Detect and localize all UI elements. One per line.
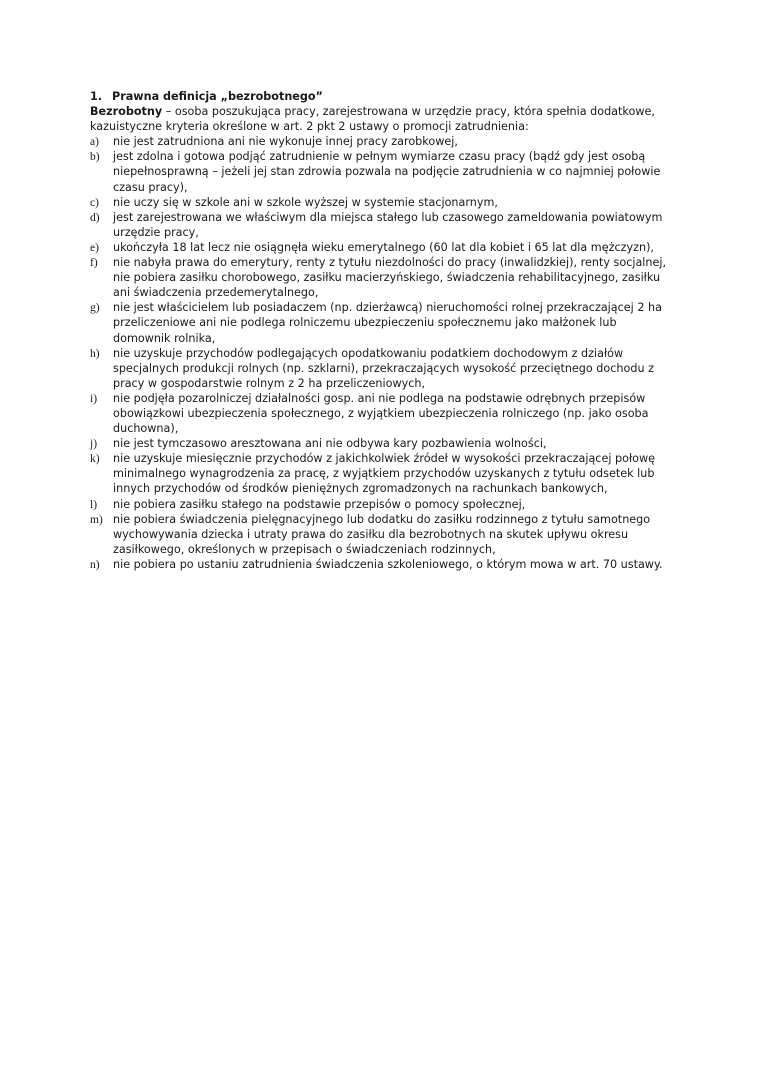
section-number: 1. (90, 90, 103, 103)
criterion-item (90, 255, 670, 300)
criterion-text: nie pobiera świadczenia pielęgnacyjnego lub dodatku do zasiłku rodzinnego z tytułu samotnego wychowywania dziecka i utraty prawa do zasiłku dla bezrobotnych na skutek upływu okresu zasiłkowego, określonych w przepisach o świadczeniach rodzinnych, (113, 512, 651, 556)
criterion-item (90, 512, 670, 557)
criterion-marker: l) (90, 498, 98, 511)
criterion-marker: n) (90, 558, 100, 571)
criterion-item (90, 149, 670, 194)
definition-paragraph (90, 104, 670, 134)
criterion-text: ukończyła 18 lat lecz nie osiągnęła wieku emerytalnego (60 lat dla kobiet i 65 lat dla mężczyzn), (113, 240, 654, 254)
criterion-marker: i) (90, 392, 98, 405)
criterion-item (90, 557, 670, 572)
criterion-marker: f) (90, 257, 98, 270)
criterion-item (90, 451, 670, 496)
criterion-text: nie pobiera po ustaniu zatrudnienia świadczenia szkoleniowego, o którym mowa w art. 70 ustawy. (113, 557, 663, 571)
criterion-text: nie pobiera zasiłku stałego na podstawie przepisów o pomocy społecznej, (113, 497, 526, 511)
criteria-list (90, 134, 670, 572)
definition-text: – osoba poszukująca pracy, zarejestrowana w urzędzie pracy, która spełnia dodatkowe, kazuistyczne kryteria określone w art. 2 pkt 2 ustawy o promocji zatrudnienia: (90, 105, 655, 134)
section-heading (90, 89, 670, 104)
criterion-marker: e) (90, 241, 99, 254)
document-page (90, 89, 670, 572)
criterion-item (90, 134, 670, 149)
criterion-text: nie uzyskuje przychodów podlegających opodatkowaniu podatkiem dochodowym z działów specjalnych produkcji rolnych (np. szklarni), przekraczających wysokość przeciętnego dochodu z pracy w gospodarstwie rolnym z 2 ha przeliczeniowych, (113, 346, 654, 390)
criterion-item (90, 497, 670, 512)
criterion-marker: a) (90, 136, 99, 149)
criterion-text: nie uzyskuje miesięcznie przychodów z jakichkolwiek źródeł w wysokości przekraczającej połowę minimalnego wynagrodzenia za pracę, z wyjątkiem przychodów uzyskanych z tytułu odsetek lub innych przychodów od środków pieniężnych zgromadzonych na rachunkach bankowych, (113, 452, 655, 496)
criterion-text: nie nabyła prawa do emerytury, renty z tytułu niezdolności do pracy (inwalidzkiej), renty socjalnej, nie pobiera zasiłku chorobowego, zasiłku macierzyńskiego, świadczenia rehabilitacyjnego, zasiłku ani świadczenia przedemerytalnego, (113, 256, 667, 300)
criterion-marker: d) (90, 211, 100, 224)
criterion-item (90, 391, 670, 436)
criterion-item (90, 210, 670, 240)
defined-term: Bezrobotny (90, 105, 163, 119)
criterion-text: nie jest tymczasowo aresztowana ani nie odbywa kary pozbawienia wolności, (113, 437, 547, 451)
criterion-marker: g) (90, 302, 100, 315)
criterion-item (90, 300, 670, 345)
criterion-text: nie podjęła pozarolniczej działalności gosp. ani nie podlega na podstawie odrębnych przepisów obowiązkowi ubezpieczenia społecznego, z wyjątkiem ubezpieczenia rolniczego (np. jako osoba duchowna), (113, 391, 649, 436)
criterion-text: nie uczy się w szkole ani w szkole wyższej w systemie stacjonarnym, (113, 195, 498, 209)
criterion-item (90, 195, 670, 210)
criterion-marker: h) (90, 347, 100, 360)
criterion-marker: b) (90, 151, 100, 164)
criterion-text: nie jest zatrudniona ani nie wykonuje innej pracy zarobkowej, (113, 135, 458, 149)
criterion-marker: m) (90, 513, 103, 526)
criterion-text: jest zarejestrowana we właściwym dla miejsca stałego lub czasowego zameldowania powiatowym urzędzie pracy, (113, 210, 663, 239)
criterion-item (90, 436, 670, 451)
criterion-text: nie jest właścicielem lub posiadaczem (np. dzierżawcą) nieruchomości rolnej przekraczającej 2 ha przeliczeniowe ani nie podlega rolniczemu ubezpieczeniu społecznemu jako małżonek lub domownik rolnika, (113, 301, 662, 345)
criterion-item (90, 346, 670, 391)
section-title: Prawna definicja „bezrobotnego” (112, 90, 323, 103)
criterion-item (90, 240, 670, 255)
criterion-marker: c) (90, 196, 99, 209)
criterion-text: jest zdolna i gotowa podjąć zatrudnienie w pełnym wymiarze czasu pracy (bądź gdy jest osobą niepełnosprawną – jeżeli jej stan zdrowia pozwala na podjęcie zatrudnienia w co najmniej połowie czasu pracy), (113, 150, 661, 194)
criterion-marker: k) (90, 453, 100, 466)
criterion-marker: j) (90, 438, 98, 451)
